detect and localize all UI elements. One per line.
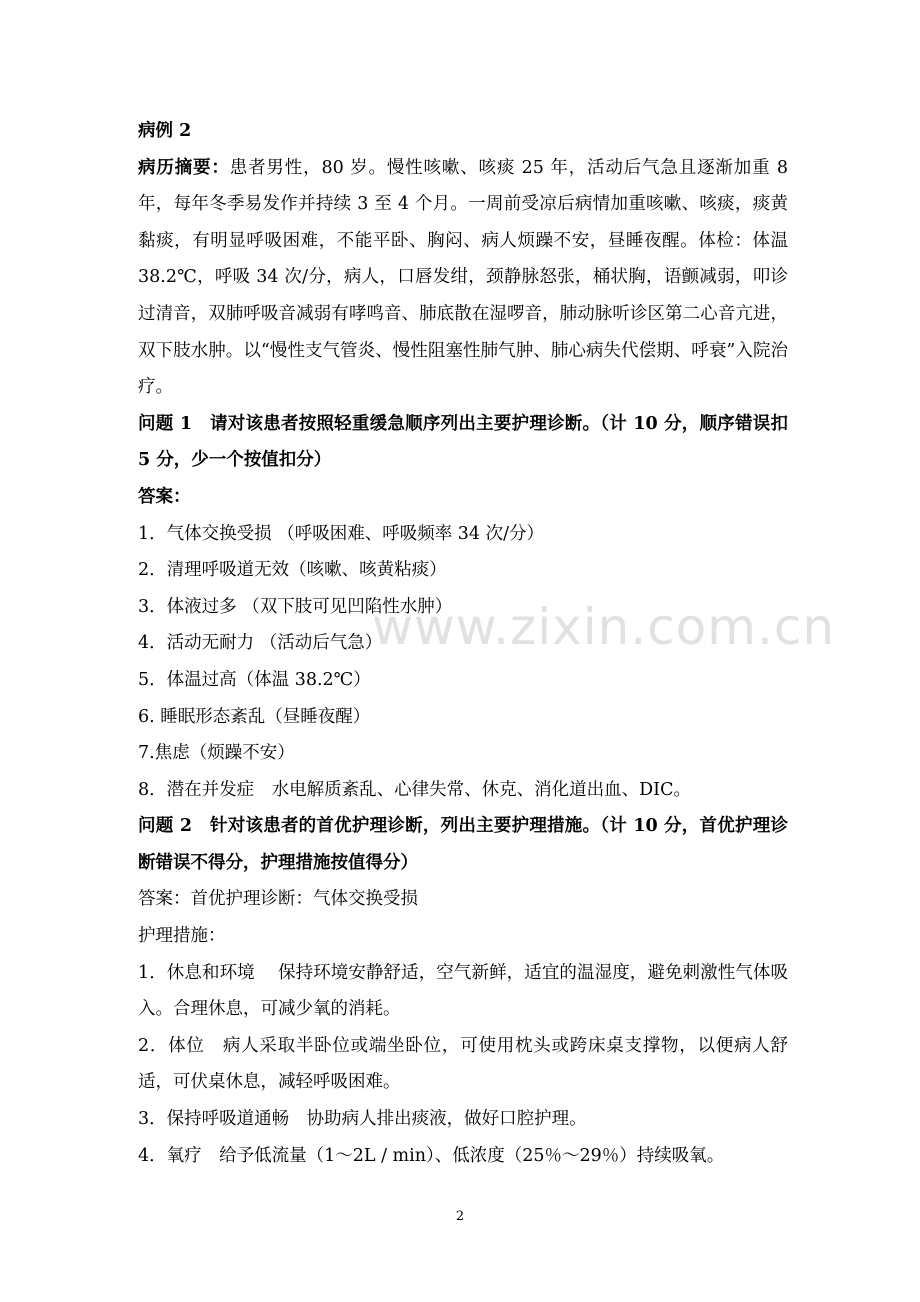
measure-item: 3．保持呼吸道通畅 协助病人排出痰液，做好口腔护理。: [138, 1109, 587, 1130]
primary-diagnosis-answer: 答案：首优护理诊断：气体交换受损: [138, 889, 418, 910]
question-1: 问题 1 请对该患者按照轻重缓急顺序列出主要护理诊断。（计 10 分，顺序错误扣 5 分，少一个按值扣分）: [138, 413, 788, 471]
question-2: 问题 2 针对该患者的首优护理诊断，列出主要护理措施。（计 10 分，首优护理诊断错误不得分，护理措施按值得分）: [138, 816, 788, 873]
answer-item: 6. 睡眠形态紊乱（昼睡夜醒）: [138, 706, 371, 727]
page-content: [138, 113, 788, 1174]
answer-item: 1．气体交换受损 （呼吸困难、呼吸频率 34 次/分）: [138, 523, 544, 544]
watermark: www.zixin.com.cn: [372, 598, 836, 656]
measure-item: 1．休息和环境 保持环境安静舒适，空气新鲜，适宜的温湿度，避免刺激性气体吸入。合理休息，可减少氧的消耗。: [138, 962, 788, 1020]
answer-item: 7.焦虑（烦躁不安）: [138, 743, 295, 764]
history-text: 患者男性，80 岁。慢性咳嗽、咳痰 25 年，活动后气急且逐渐加重 8 年，每年冬季易发作并持续 3 至 4 个月。一周前受凉后病情加重咳嗽、咳痰，痰黄黏痰，有明显呼吸困难，不能平卧、胸闷、病人烦躁不安，昼睡夜醒。体检：体温 38.2℃，呼吸 34 次/分，病人，口唇发绀，颈静脉怒张，桶状胸，语颤减弱，叩诊过清音，双肺呼吸音减弱有哮鸣音、肺底散在湿啰音，肺动脉听诊区第二心音亢进，双下肢水肿。以“慢性支气管炎、慢性阻塞性肺气肿、肺心病失代偿期、呼衰”入院治疗。: [138, 157, 789, 398]
measure-item: 4．氧疗 给予低流量（1～2L / min）、低浓度（25％～29％）持续吸氧。: [138, 1145, 725, 1166]
answer-item: 4．活动无耐力 （活动后气急）: [138, 633, 383, 654]
history-label: 病历摘要：: [138, 157, 230, 178]
answer-item: 8．潜在并发症 水电解质紊乱、心律失常、休克、消化道出血、DIC。: [138, 779, 691, 800]
page-number: 2: [455, 1209, 465, 1224]
answer-item: 3．体液过多 （双下肢可见凹陷性水肿）: [138, 596, 453, 617]
history-paragraph: [138, 150, 788, 406]
answer-item: 5．体温过高（体温 38.2℃）: [138, 669, 371, 690]
measures-label: 护理措施：: [138, 926, 226, 947]
measure-item: 2．体位 病人采取半卧位或端坐卧位，可使用枕头或跨床桌支撑物，以便病人舒适，可伏桌休息，减轻呼吸困难。: [138, 1035, 788, 1093]
answer-item: 2．清理呼吸道无效（咳嗽、咳黄粘痰）: [138, 560, 447, 581]
answer-label: 答案：: [138, 486, 191, 507]
case-title: 病例 2: [138, 121, 192, 141]
